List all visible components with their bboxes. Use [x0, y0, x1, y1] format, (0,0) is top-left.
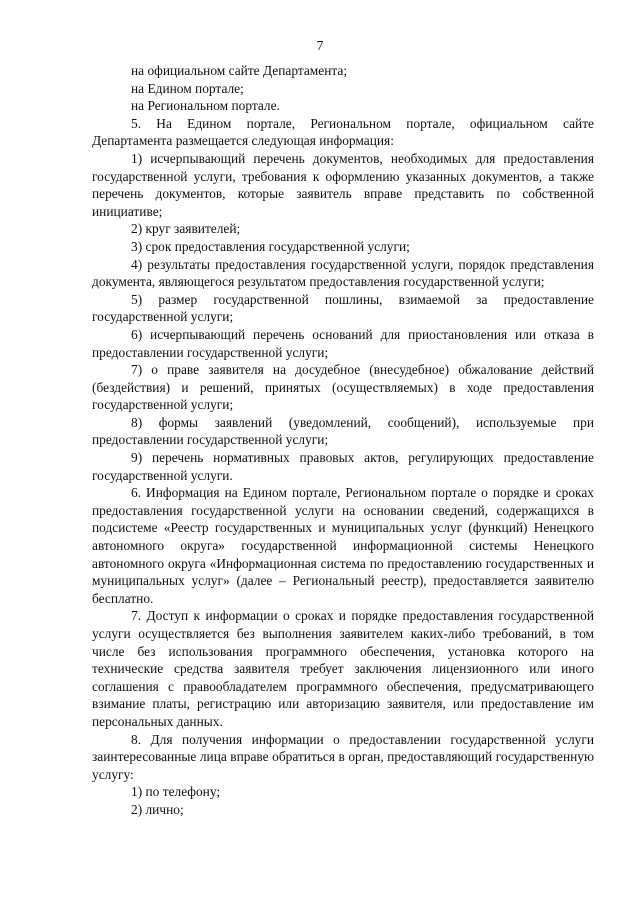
list-item: 5) размер государственной пошлины, взимаемой за предоставление государственной услуги;	[92, 291, 594, 325]
document-body	[92, 62, 594, 819]
list-item: 6) исчерпывающий перечень оснований для приостановления или отказа в предоставлении государственной услуги;	[92, 326, 594, 360]
page-number: 7	[316, 38, 324, 53]
list-item: 4) результаты предоставления государственной услуги, порядок представления документа, являющегося результатом предоставления государственной услуги;	[92, 256, 594, 290]
paragraph: на официальном сайте Департамента;	[131, 63, 348, 78]
list-item: 1) исчерпывающий перечень документов, необходимых для предоставления государственной услуги, требования к оформлению указанных документов, а также перечень документов, которые заявитель вправе представить по собственной инициативе;	[92, 150, 594, 219]
list-item: 7) о праве заявителя на досудебное (внесудебное) обжалование действий (бездействия) и решений, принятых (осуществляемых) в ходе предоставления государственной услуги;	[92, 362, 594, 413]
paragraph: на Едином портале;	[131, 80, 244, 96]
list-item: 2) круг заявителей;	[131, 221, 241, 237]
list-item: 3) срок предоставления государственной услуги;	[131, 238, 410, 254]
paragraph: 7. Доступ к информации о сроках и порядке предоставления государственной услуги осуществляется без выполнения заявителем каких-либо требований, в том числе без использования программного обеспечения, установка которого на технические средства заявителя требует заключения лицензионного или иного соглашения с правообладателем программного обеспечения, предусматривающего взимание платы, регистрацию или авторизацию заявителя, или предоставление им персональных данных.	[92, 608, 594, 729]
list-item: 2) лично;	[131, 801, 184, 817]
list-item: 1) по телефону;	[131, 784, 221, 800]
paragraph: на Региональном портале.	[131, 98, 280, 114]
paragraph: 8. Для получения информации о предоставлении государственной услуги заинтересованные лица вправе обратиться в орган, предоставляющий государственную услугу:	[92, 731, 594, 782]
paragraph: 5. На Едином портале, Региональном портале, официальном сайте Департамента размещается следующая информация:	[92, 115, 594, 149]
paragraph: 6. Информация на Едином портале, Региональном портале о порядке и сроках предоставления государственной услуги на основании сведений, содержащихся в подсистеме «Реестр государственных и муниципальных услуг (функций) Ненецкого автономного округа» государственной информационной системы Ненецкого автономного округа «Информационная система по предоставлению государственных и муниципальных услуг» (далее – Региональный реестр), предоставляется заявителю бесплатно.	[92, 485, 594, 606]
list-item: 9) перечень нормативных правовых актов, регулирующих предоставление государственной услуги.	[92, 450, 594, 483]
list-item: 8) формы заявлений (уведомлений, сообщений), используемые при предоставлении государственной услуги;	[92, 414, 594, 448]
